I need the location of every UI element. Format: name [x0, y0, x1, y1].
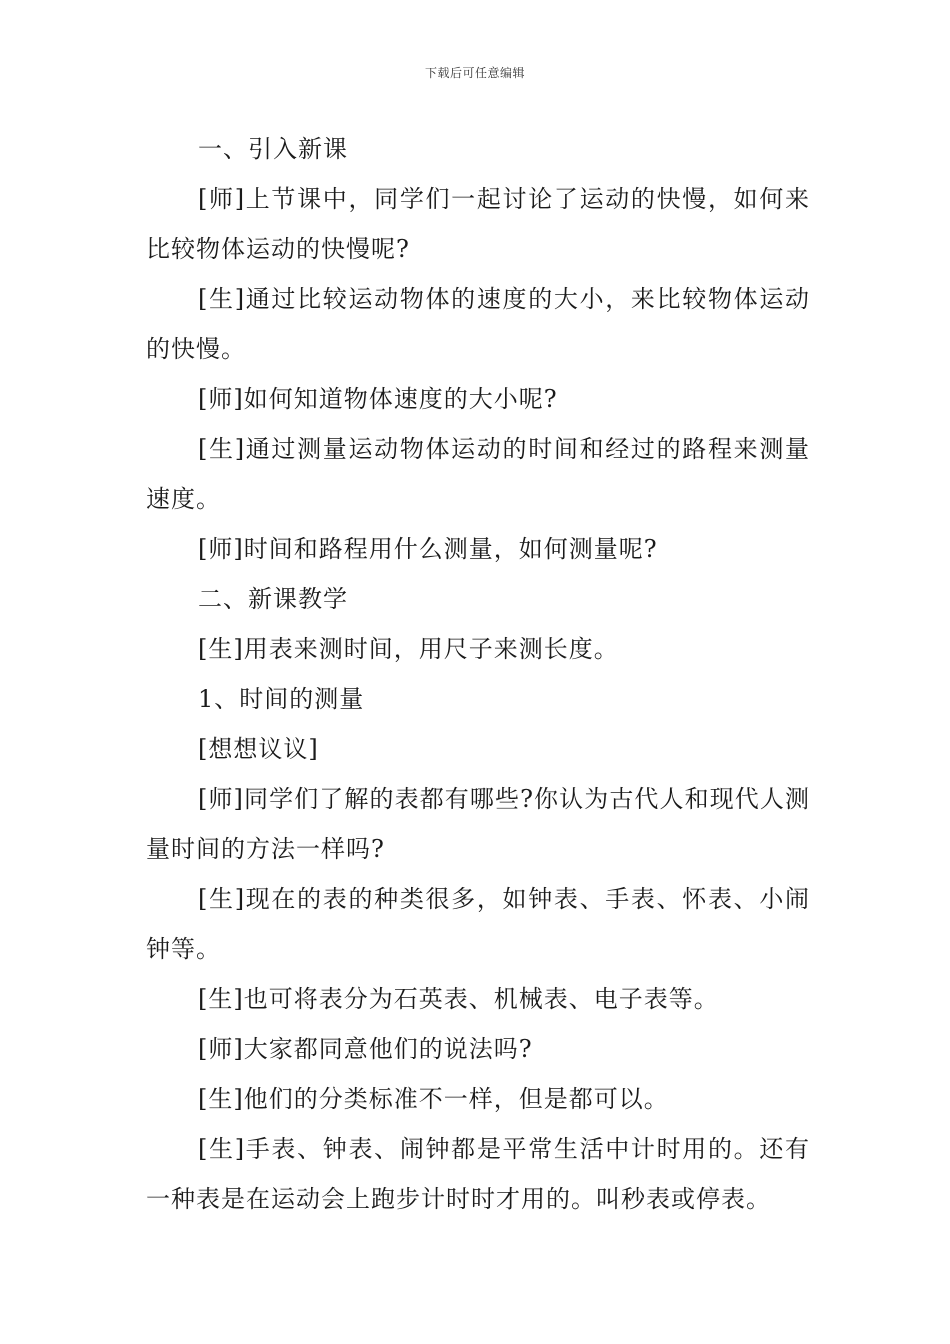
document-body — [146, 124, 810, 1224]
paragraph: [生]他们的分类标准不一样，但是都可以。 — [198, 1085, 669, 1113]
paragraph: [生]通过测量运动物体运动的时间和经过的路程来测量速度。 — [146, 435, 810, 513]
paragraph: [生]手表、钟表、闹钟都是平常生活中计时用的。还有一种表是在运动会上跑步计时时才用的。叫秒表或停表。 — [146, 1135, 810, 1213]
paragraph: [生]用表来测时间，用尺子来测长度。 — [198, 635, 619, 663]
paragraph: [师]如何知道物体速度的大小呢? — [198, 385, 558, 413]
section-heading-new-lesson: 二、新课教学 — [198, 585, 348, 613]
paragraph: [师]同学们了解的表都有哪些?你认为古代人和现代人测量时间的方法一样吗? — [146, 785, 810, 863]
page-header: 下载后可任意编辑 — [424, 66, 525, 80]
paragraph: [生]也可将表分为石英表、机械表、电子表等。 — [198, 985, 719, 1013]
subsection-heading-time-measurement: 1、时间的测量 — [198, 685, 365, 713]
paragraph: [师]时间和路程用什么测量，如何测量呢? — [198, 535, 658, 563]
paragraph: [师]上节课中，同学们一起讨论了运动的快慢，如何来比较物体运动的快慢呢? — [146, 185, 810, 263]
paragraph: [生]通过比较运动物体的速度的大小，来比较物体运动的快慢。 — [146, 285, 810, 363]
paragraph: [师]大家都同意他们的说法吗? — [198, 1035, 533, 1063]
section-heading-introduction: 一、引入新课 — [198, 135, 348, 163]
activity-label: [想想议议] — [198, 735, 319, 763]
paragraph: [生]现在的表的种类很多，如钟表、手表、怀表、小闹钟等。 — [146, 885, 810, 963]
